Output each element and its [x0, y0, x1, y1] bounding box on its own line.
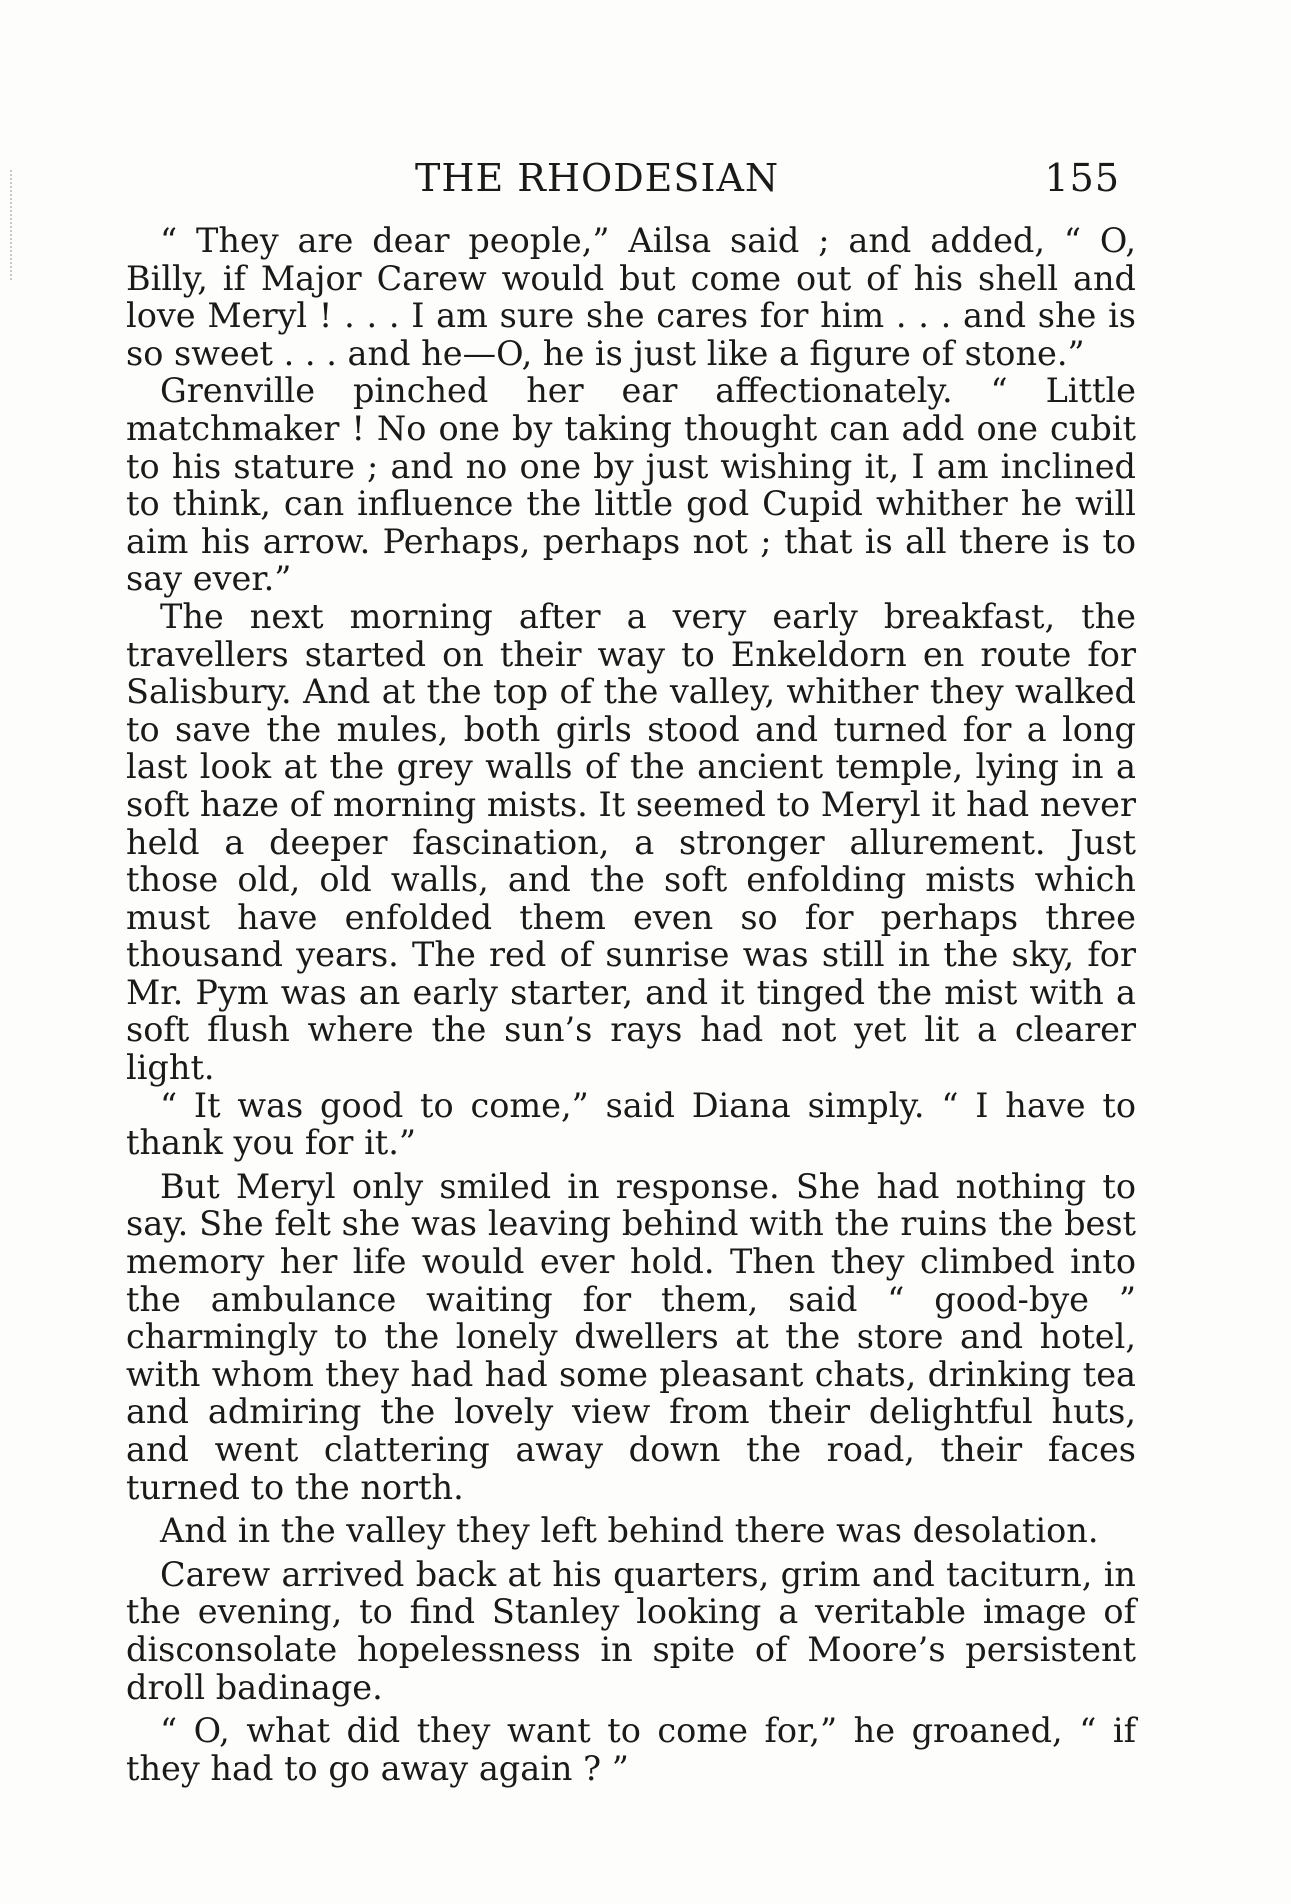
- paragraph: “ O, what did they want to come for,” he groaned, “ if they had to go away again ? ”: [126, 1711, 1136, 1788]
- margin-dots: [10, 170, 16, 280]
- paragraph: “ It was good to come,” said Diana simply. “ I have to thank you for it.”: [126, 1085, 1136, 1163]
- body-text: [126, 222, 1136, 1787]
- paragraph: But Meryl only smiled in response. She had nothing to say. She felt she was leaving behind with the ruins the best memory her life would ever hold. Then they climbed into the ambulance waiting for them, said “ good-bye ” charmingly to the lonely dwellers at the store and hotel, with whom they had had some pleasant chats, drinking tea and admiring the lovely view from their delightful huts, and went clattering away down the road, their faces turned to the north.: [126, 1166, 1136, 1507]
- paragraph: Carew arrived back at his quarters, grim and taciturn, in the evening, to find Stanley looking a veritable image of disconsolate hopelessness in spite of Moore’s persistent droll badinage.: [126, 1554, 1136, 1707]
- paragraph: The next morning after a very early breakfast, the travellers started on their way to Enkeldorn en route for Salisbury. And at the top of the valley, whither they walked to save the mules, both girls stood and turned for a long last look at the grey walls of the ancient temple, lying in a soft haze of morning mists. It seemed to Meryl it had never held a deeper fascination, a stronger allurement. Just those old, old walls, and the soft enfolding mists which must have enfolded them even so for perhaps three thousand years. The red of sunrise was still in the sky, for Mr. Pym was an early starter, and it tinged the mist with a soft flush where the sun’s rays had not yet lit a clearer light.: [126, 596, 1136, 1088]
- paragraph: Grenville pinched her ear affectionately. “ Little matchmaker ! No one by taking thought can add one cubit to his stature ; and no one by just wishing it, I am inclined to think, can influence the little god Cupid whither he will aim his arrow. Perhaps, perhaps not ; that is all there is to say ever.”: [126, 371, 1136, 599]
- running-title: THE RHODESIAN: [415, 156, 780, 200]
- paragraph: And in the valley they left behind there was desolation.: [160, 1511, 1099, 1551]
- page-number: 155: [1044, 156, 1120, 200]
- running-head: [130, 156, 1130, 206]
- paragraph: “ They are dear people,” Ailsa said ; and added, “ O, Billy, if Major Carew would but come out of his shell and love Meryl ! . . . I am sure she cares for him . . . and she is so sweet . . . and he—O, he is just like a figure of stone.”: [126, 221, 1136, 373]
